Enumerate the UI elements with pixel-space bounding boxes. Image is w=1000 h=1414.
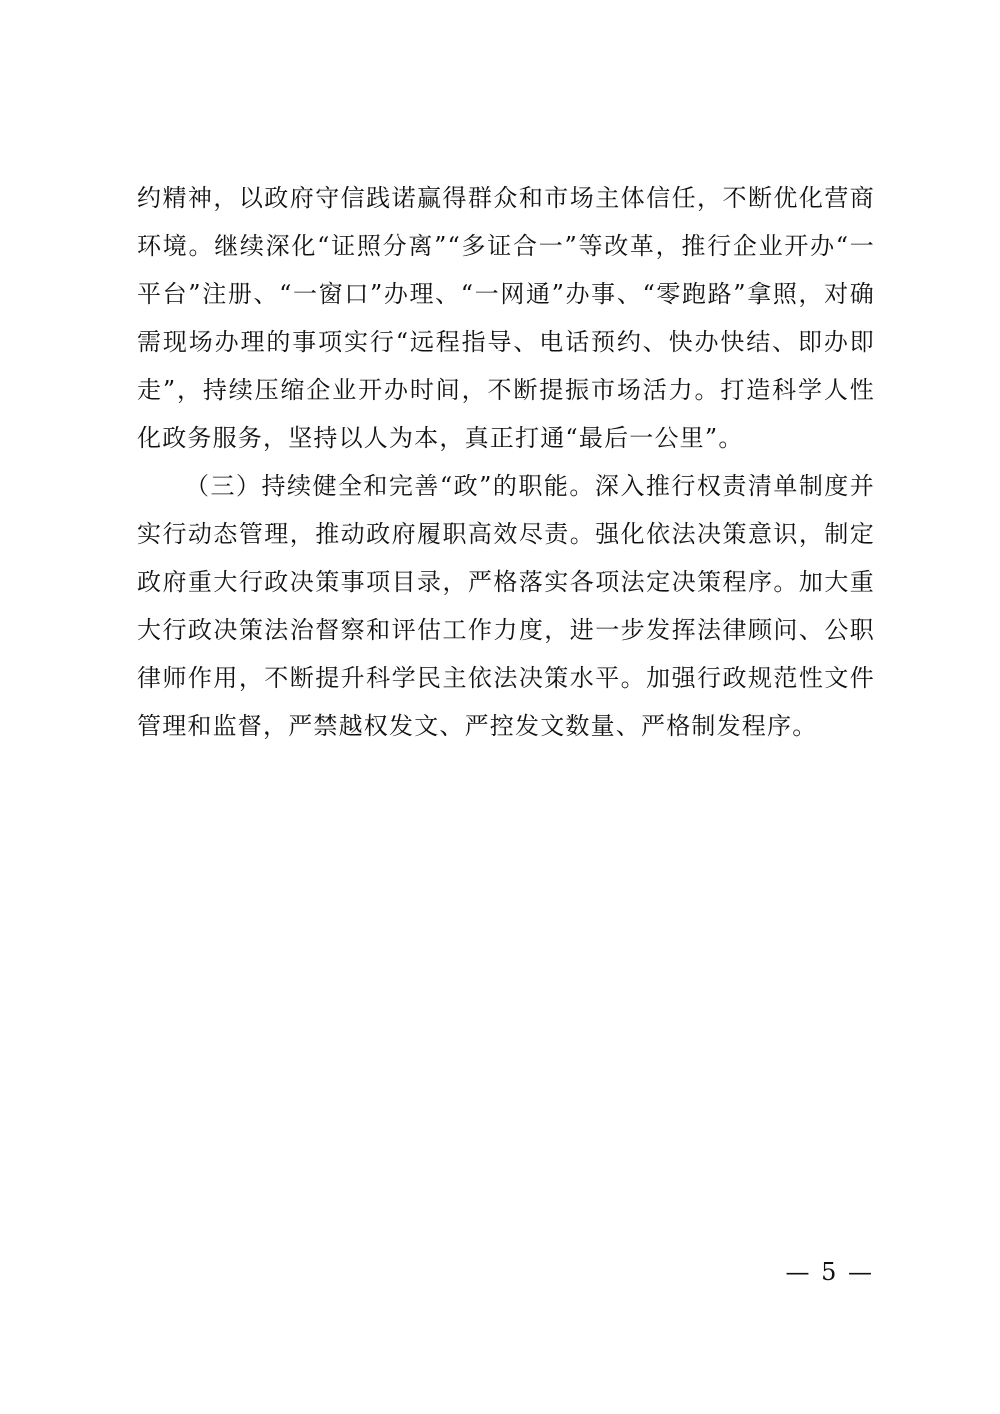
paragraph-section-three: （三）持续健全和完善“政”的职能。深入推行权责清单制度并实行动态管理，推动政府履职高效尽责。强化依法决策意识，制定政府重大行政决策事项目录，严格落实各项法定决策程序。加大重大行政决策法治督察和评估工作力度，进一步发挥法律顾问、公职律师作用，不断提升科学民主依法决策水平。加强行政规范性文件管理和监督，严禁越权发文、严控发文数量、严格制发程序。 [137, 472, 875, 740]
paragraph-continued: 约精神，以政府守信践诺赢得群众和市场主体信任，不断优化营商环境。继续深化“证照分离”“多证合一”等改革，推行企业开办“一平台”注册、“一窗口”办理、“一网通”办事、“零跑路”拿照，对确需现场办理的事项实行“远程指导、电话预约、快办快结、即办即走”，持续压缩企业开办时间，不断提振市场活力。打造科学人性化政务服务，坚持以人为本，真正打通“最后一公里”。 [137, 184, 875, 452]
body-text [137, 174, 875, 750]
page-number: — 5 — [785, 1258, 874, 1286]
